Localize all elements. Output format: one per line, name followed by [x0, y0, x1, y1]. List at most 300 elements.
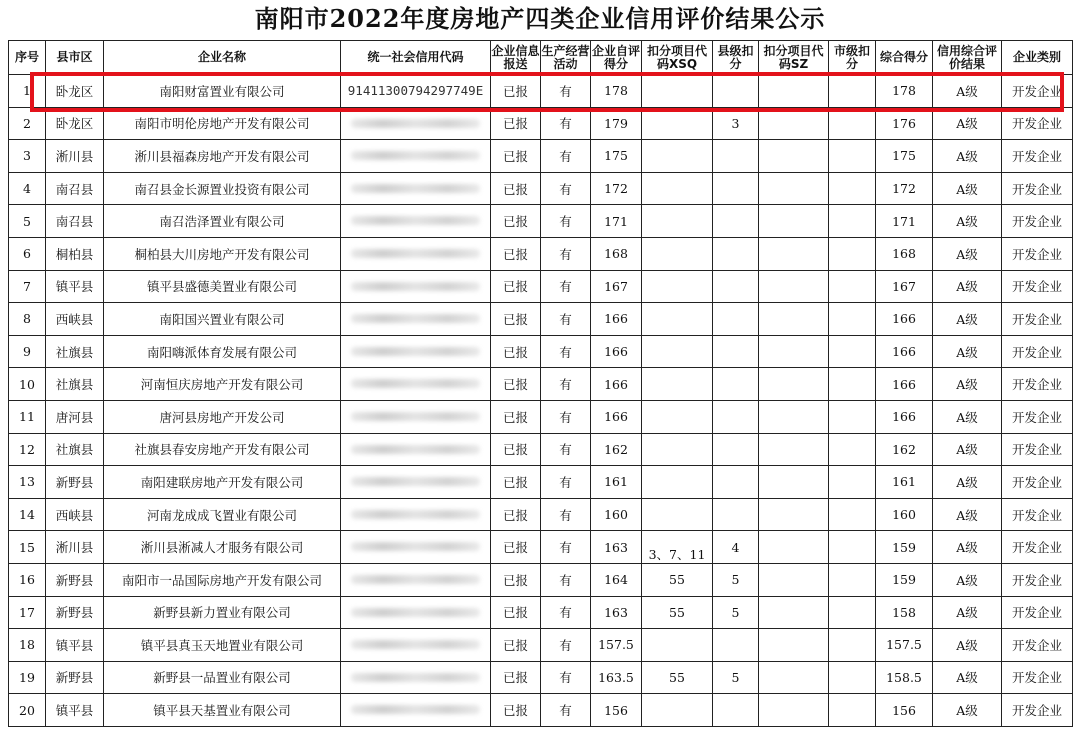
cell-no: 2: [9, 107, 46, 140]
cell-sz: [759, 466, 829, 499]
table-row: [9, 335, 1073, 368]
cell-xsq: [642, 335, 713, 368]
cell-code: [341, 400, 491, 433]
cell-county: 新野县: [46, 661, 104, 694]
cell-report: 已报: [491, 498, 541, 531]
cell-type: 开发企业: [1002, 531, 1073, 564]
cell-active: 有: [541, 694, 591, 727]
cell-total: 168: [876, 237, 933, 270]
cell-name: 南召县金长源置业投资有限公司: [104, 172, 341, 205]
cell-no: 13: [9, 466, 46, 499]
cell-city-deduct: [829, 368, 876, 401]
cell-no: 1: [9, 75, 46, 108]
cell-city-deduct: [829, 140, 876, 173]
cell-grade: A级: [933, 237, 1002, 270]
cell-report: 已报: [491, 205, 541, 238]
cell-city-deduct: [829, 466, 876, 499]
cell-active: 有: [541, 531, 591, 564]
cell-sz: [759, 75, 829, 108]
cell-city-deduct: [829, 498, 876, 531]
cell-total: 158: [876, 596, 933, 629]
cell-code: [341, 335, 491, 368]
cell-county: 社旗县: [46, 335, 104, 368]
cell-city-deduct: [829, 237, 876, 270]
cell-report: 已报: [491, 596, 541, 629]
cell-type: 开发企业: [1002, 107, 1073, 140]
cell-sz: [759, 205, 829, 238]
cell-county-deduct: [713, 335, 759, 368]
cell-xsq: [642, 400, 713, 433]
table-row: [9, 433, 1073, 466]
cell-active: 有: [541, 629, 591, 662]
header-cell: 扣分项目代码XSQ: [642, 41, 713, 75]
header-cell: 信用综合评价结果: [933, 41, 1002, 75]
cell-code: [341, 140, 491, 173]
cell-self: 160: [591, 498, 642, 531]
cell-county: 新野县: [46, 466, 104, 499]
cell-no: 15: [9, 531, 46, 564]
cell-active: 有: [541, 270, 591, 303]
cell-county-deduct: 5: [713, 661, 759, 694]
cell-grade: A级: [933, 563, 1002, 596]
table-body: [9, 75, 1073, 727]
cell-name: 镇平县真玉天地置业有限公司: [104, 629, 341, 662]
cell-grade: A级: [933, 107, 1002, 140]
cell-sz: [759, 368, 829, 401]
cell-name: 南阳市一品国际房地产开发有限公司: [104, 563, 341, 596]
cell-grade: A级: [933, 531, 1002, 564]
cell-county-deduct: 5: [713, 596, 759, 629]
cell-total: 158.5: [876, 661, 933, 694]
cell-county-deduct: [713, 498, 759, 531]
cell-total: 171: [876, 205, 933, 238]
cell-self: 157.5: [591, 629, 642, 662]
cell-grade: A级: [933, 498, 1002, 531]
cell-total: 172: [876, 172, 933, 205]
cell-self: 166: [591, 303, 642, 336]
cell-total: 166: [876, 303, 933, 336]
header-cell: 企业类别: [1002, 41, 1073, 75]
cell-total: 176: [876, 107, 933, 140]
cell-total: 175: [876, 140, 933, 173]
cell-code: [341, 694, 491, 727]
cell-name: 南阳建联房地产开发有限公司: [104, 466, 341, 499]
cell-county: 社旗县: [46, 368, 104, 401]
cell-xsq: [642, 303, 713, 336]
cell-sz: [759, 498, 829, 531]
cell-active: 有: [541, 466, 591, 499]
cell-type: 开发企业: [1002, 172, 1073, 205]
cell-county: 南召县: [46, 205, 104, 238]
cell-active: 有: [541, 237, 591, 270]
cell-active: 有: [541, 400, 591, 433]
cell-city-deduct: [829, 661, 876, 694]
cell-total: 161: [876, 466, 933, 499]
cell-xsq: [642, 172, 713, 205]
cell-code: 91411300794297749E: [341, 75, 491, 108]
cell-total: 166: [876, 400, 933, 433]
cell-code: [341, 270, 491, 303]
cell-active: 有: [541, 205, 591, 238]
cell-report: 已报: [491, 563, 541, 596]
cell-city-deduct: [829, 596, 876, 629]
cell-report: 已报: [491, 237, 541, 270]
cell-sz: [759, 694, 829, 727]
cell-county-deduct: 5: [713, 563, 759, 596]
cell-county-deduct: [713, 629, 759, 662]
cell-grade: A级: [933, 433, 1002, 466]
cell-no: 3: [9, 140, 46, 173]
header-cell: 县市区: [46, 41, 104, 75]
cell-name: 南阳嗨派体育发展有限公司: [104, 335, 341, 368]
table-row: [9, 694, 1073, 727]
cell-xsq: 55: [642, 596, 713, 629]
page-title: 南阳市2022年度房地产四类企业信用评价结果公示: [254, 4, 826, 33]
cell-total: 167: [876, 270, 933, 303]
cell-no: 20: [9, 694, 46, 727]
cell-self: 175: [591, 140, 642, 173]
cell-county-deduct: [713, 303, 759, 336]
cell-county: 西峡县: [46, 498, 104, 531]
cell-sz: [759, 335, 829, 368]
cell-self: 168: [591, 237, 642, 270]
cell-city-deduct: [829, 563, 876, 596]
cell-county: 新野县: [46, 596, 104, 629]
cell-total: 159: [876, 531, 933, 564]
cell-grade: A级: [933, 466, 1002, 499]
cell-report: 已报: [491, 172, 541, 205]
table-row: [9, 368, 1073, 401]
cell-xsq: [642, 75, 713, 108]
cell-city-deduct: [829, 172, 876, 205]
cell-county: 镇平县: [46, 694, 104, 727]
table-row: [9, 563, 1073, 596]
cell-self: 163: [591, 596, 642, 629]
cell-no: 6: [9, 237, 46, 270]
cell-total: 159: [876, 563, 933, 596]
cell-self: 166: [591, 335, 642, 368]
cell-county-deduct: [713, 368, 759, 401]
cell-city-deduct: [829, 400, 876, 433]
cell-active: 有: [541, 661, 591, 694]
cell-no: 17: [9, 596, 46, 629]
cell-type: 开发企业: [1002, 303, 1073, 336]
cell-active: 有: [541, 433, 591, 466]
cell-active: 有: [541, 172, 591, 205]
cell-report: 已报: [491, 270, 541, 303]
cell-county: 卧龙区: [46, 75, 104, 108]
cell-self: 162: [591, 433, 642, 466]
cell-self: 178: [591, 75, 642, 108]
cell-no: 8: [9, 303, 46, 336]
cell-county: 新野县: [46, 563, 104, 596]
cell-type: 开发企业: [1002, 433, 1073, 466]
cell-name: 河南龙成成飞置业有限公司: [104, 498, 341, 531]
cell-type: 开发企业: [1002, 629, 1073, 662]
cell-name: 淅川县福森房地产开发有限公司: [104, 140, 341, 173]
cell-sz: [759, 270, 829, 303]
table-row: [9, 661, 1073, 694]
cell-sz: [759, 661, 829, 694]
cell-code: [341, 629, 491, 662]
cell-county-deduct: [713, 237, 759, 270]
cell-sz: [759, 237, 829, 270]
cell-code: [341, 368, 491, 401]
cell-county: 镇平县: [46, 270, 104, 303]
cell-grade: A级: [933, 270, 1002, 303]
cell-name: 南阳国兴置业有限公司: [104, 303, 341, 336]
cell-total: 166: [876, 368, 933, 401]
cell-total: 157.5: [876, 629, 933, 662]
cell-grade: A级: [933, 400, 1002, 433]
cell-report: 已报: [491, 107, 541, 140]
cell-type: 开发企业: [1002, 400, 1073, 433]
cell-county-deduct: [713, 140, 759, 173]
cell-no: 14: [9, 498, 46, 531]
cell-name: 南阳财富置业有限公司: [104, 75, 341, 108]
cell-report: 已报: [491, 400, 541, 433]
cell-report: 已报: [491, 629, 541, 662]
cell-type: 开发企业: [1002, 237, 1073, 270]
cell-no: 19: [9, 661, 46, 694]
cell-grade: A级: [933, 303, 1002, 336]
cell-type: 开发企业: [1002, 563, 1073, 596]
cell-active: 有: [541, 75, 591, 108]
cell-code: [341, 563, 491, 596]
cell-xsq: [642, 107, 713, 140]
cell-county-deduct: [713, 75, 759, 108]
cell-total: 162: [876, 433, 933, 466]
cell-no: 16: [9, 563, 46, 596]
cell-name: 社旗县春安房地产开发有限公司: [104, 433, 341, 466]
cell-grade: A级: [933, 205, 1002, 238]
cell-grade: A级: [933, 661, 1002, 694]
table-row: [9, 466, 1073, 499]
header-cell: 序号: [9, 41, 46, 75]
header-cell: 扣分项目代码SZ: [759, 41, 829, 75]
cell-county: 社旗县: [46, 433, 104, 466]
cell-city-deduct: [829, 205, 876, 238]
cell-self: 161: [591, 466, 642, 499]
cell-active: 有: [541, 498, 591, 531]
cell-name: 淅川县淅减人才服务有限公司: [104, 531, 341, 564]
cell-city-deduct: [829, 303, 876, 336]
cell-type: 开发企业: [1002, 205, 1073, 238]
cell-no: 10: [9, 368, 46, 401]
cell-self: 166: [591, 368, 642, 401]
header-cell: 企业自评得分: [591, 41, 642, 75]
cell-code: [341, 237, 491, 270]
cell-no: 5: [9, 205, 46, 238]
cell-code: [341, 596, 491, 629]
cell-county: 南召县: [46, 172, 104, 205]
table-row: [9, 172, 1073, 205]
cell-no: 4: [9, 172, 46, 205]
header-cell: 市级扣分: [829, 41, 876, 75]
cell-sz: [759, 140, 829, 173]
cell-report: 已报: [491, 368, 541, 401]
header-cell: 统一社会信用代码: [341, 41, 491, 75]
cell-city-deduct: [829, 433, 876, 466]
cell-report: 已报: [491, 303, 541, 336]
cell-xsq: [642, 237, 713, 270]
cell-city-deduct: [829, 335, 876, 368]
cell-type: 开发企业: [1002, 270, 1073, 303]
cell-self: 163.5: [591, 661, 642, 694]
cell-report: 已报: [491, 466, 541, 499]
cell-self: 171: [591, 205, 642, 238]
cell-name: 南召浩泽置业有限公司: [104, 205, 341, 238]
cell-sz: [759, 107, 829, 140]
cell-county: 西峡县: [46, 303, 104, 336]
cell-report: 已报: [491, 335, 541, 368]
cell-code: [341, 107, 491, 140]
table-row: [9, 140, 1073, 173]
cell-county-deduct: [713, 433, 759, 466]
cell-xsq: [642, 433, 713, 466]
header-cell: 综合得分: [876, 41, 933, 75]
cell-self: 167: [591, 270, 642, 303]
cell-self: 156: [591, 694, 642, 727]
cell-type: 开发企业: [1002, 661, 1073, 694]
cell-self: 179: [591, 107, 642, 140]
cell-no: 11: [9, 400, 46, 433]
cell-report: 已报: [491, 531, 541, 564]
cell-code: [341, 498, 491, 531]
cell-county-deduct: [713, 400, 759, 433]
cell-city-deduct: [829, 75, 876, 108]
table-row: [9, 531, 1073, 564]
cell-county-deduct: [713, 466, 759, 499]
cell-active: 有: [541, 596, 591, 629]
cell-code: [341, 172, 491, 205]
cell-county-deduct: [713, 205, 759, 238]
cell-type: 开发企业: [1002, 694, 1073, 727]
cell-grade: A级: [933, 172, 1002, 205]
cell-sz: [759, 400, 829, 433]
cell-no: 7: [9, 270, 46, 303]
cell-self: 166: [591, 400, 642, 433]
cell-sz: [759, 303, 829, 336]
cell-name: 唐河县房地产开发公司: [104, 400, 341, 433]
cell-grade: A级: [933, 368, 1002, 401]
cell-county: 淅川县: [46, 140, 104, 173]
cell-code: [341, 531, 491, 564]
table-row: [9, 629, 1073, 662]
cell-xsq: [642, 629, 713, 662]
cell-xsq: [642, 694, 713, 727]
cell-name: 河南恒庆房地产开发有限公司: [104, 368, 341, 401]
cell-county-deduct: [713, 172, 759, 205]
table-row: [9, 400, 1073, 433]
cell-county: 桐柏县: [46, 237, 104, 270]
cell-self: 164: [591, 563, 642, 596]
cell-type: 开发企业: [1002, 140, 1073, 173]
cell-xsq: [642, 368, 713, 401]
table-row: [9, 303, 1073, 336]
cell-name: 镇平县天基置业有限公司: [104, 694, 341, 727]
table-row: [9, 270, 1073, 303]
cell-active: 有: [541, 368, 591, 401]
cell-report: 已报: [491, 75, 541, 108]
cell-county-deduct: [713, 694, 759, 727]
cell-total: 156: [876, 694, 933, 727]
cell-sz: [759, 563, 829, 596]
cell-xsq: [642, 270, 713, 303]
cell-grade: A级: [933, 75, 1002, 108]
cell-xsq: [642, 205, 713, 238]
cell-xsq: 55: [642, 563, 713, 596]
cell-city-deduct: [829, 107, 876, 140]
cell-name: 镇平县盛德美置业有限公司: [104, 270, 341, 303]
header-cell: 生产经营活动: [541, 41, 591, 75]
cell-self: 163: [591, 531, 642, 564]
cell-type: 开发企业: [1002, 466, 1073, 499]
cell-type: 开发企业: [1002, 335, 1073, 368]
cell-code: [341, 303, 491, 336]
cell-county-deduct: 4: [713, 531, 759, 564]
cell-code: [341, 661, 491, 694]
table-row: [9, 498, 1073, 531]
cell-xsq: [642, 466, 713, 499]
cell-no: 9: [9, 335, 46, 368]
table-row: [9, 596, 1073, 629]
cell-report: 已报: [491, 694, 541, 727]
cell-county: 淅川县: [46, 531, 104, 564]
cell-name: 桐柏县大川房地产开发有限公司: [104, 237, 341, 270]
cell-self: 172: [591, 172, 642, 205]
cell-report: 已报: [491, 433, 541, 466]
header-row: [9, 41, 1073, 75]
cell-type: 开发企业: [1002, 596, 1073, 629]
cell-xsq: [642, 140, 713, 173]
cell-sz: [759, 433, 829, 466]
cell-xsq: [642, 498, 713, 531]
cell-active: 有: [541, 303, 591, 336]
cell-grade: A级: [933, 596, 1002, 629]
cell-code: [341, 205, 491, 238]
credit-results-table: [8, 40, 1073, 727]
cell-county-deduct: [713, 270, 759, 303]
table-row: [9, 75, 1073, 108]
cell-code: [341, 466, 491, 499]
cell-name: 新野县新力置业有限公司: [104, 596, 341, 629]
cell-type: 开发企业: [1002, 75, 1073, 108]
cell-report: 已报: [491, 661, 541, 694]
cell-total: 160: [876, 498, 933, 531]
cell-report: 已报: [491, 140, 541, 173]
cell-xsq: 55: [642, 661, 713, 694]
cell-sz: [759, 629, 829, 662]
header-cell: 县级扣分: [713, 41, 759, 75]
cell-sz: [759, 531, 829, 564]
cell-type: 开发企业: [1002, 498, 1073, 531]
cell-name: 南阳市明伦房地产开发有限公司: [104, 107, 341, 140]
header-cell: 企业信息报送: [491, 41, 541, 75]
cell-county: 唐河县: [46, 400, 104, 433]
table-row: [9, 205, 1073, 238]
cell-xsq: 3、7、11: [642, 531, 713, 564]
cell-sz: [759, 172, 829, 205]
cell-city-deduct: [829, 629, 876, 662]
cell-code: [341, 433, 491, 466]
cell-city-deduct: [829, 270, 876, 303]
cell-total: 166: [876, 335, 933, 368]
cell-county-deduct: 3: [713, 107, 759, 140]
cell-name: 新野县一品置业有限公司: [104, 661, 341, 694]
header-cell: 企业名称: [104, 41, 341, 75]
cell-city-deduct: [829, 694, 876, 727]
